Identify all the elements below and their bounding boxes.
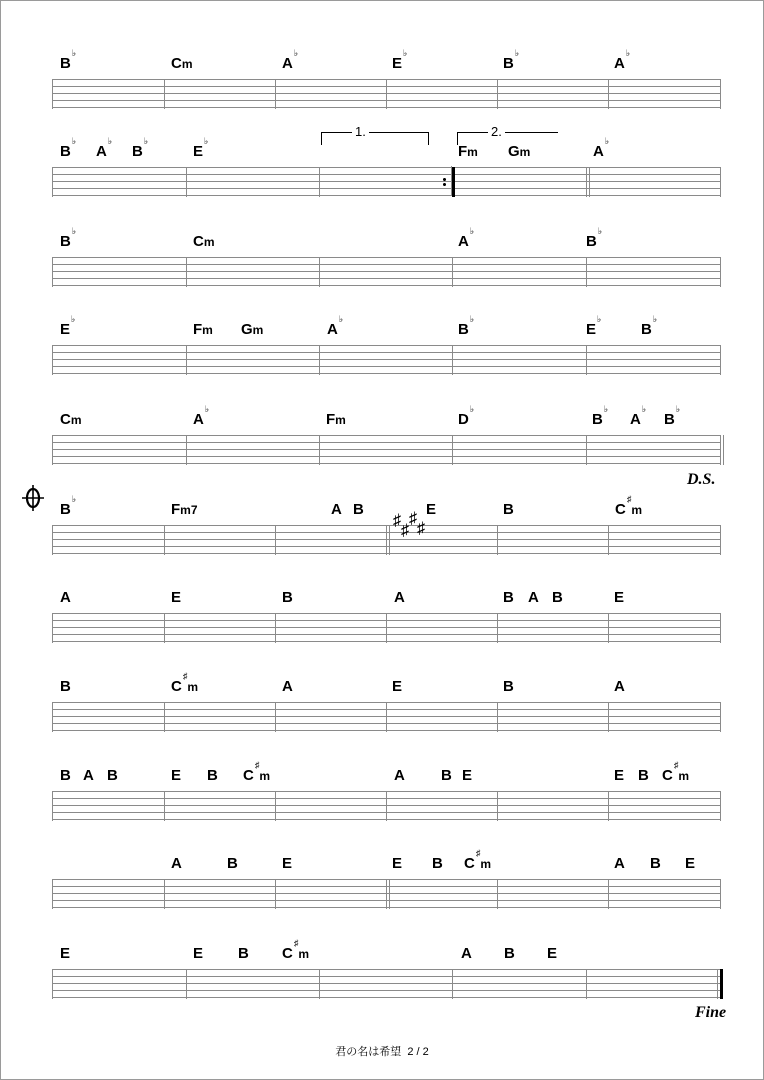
chord-symbol: A♭	[458, 226, 475, 250]
ds-marking: D.S.	[687, 471, 716, 488]
barline	[319, 345, 320, 375]
barline	[52, 702, 53, 732]
barline	[608, 879, 609, 909]
barline	[497, 791, 498, 821]
volta-label: 1.	[352, 124, 369, 140]
barline	[319, 257, 320, 287]
chord-symbol: A♭	[96, 136, 113, 160]
barline	[164, 702, 165, 732]
chord-symbol: A	[83, 767, 94, 784]
staff-system	[52, 938, 720, 1003]
chord-symbol: B♭	[60, 48, 77, 72]
staff-line	[52, 463, 720, 464]
chord-symbol: E♭	[60, 314, 76, 338]
barline	[319, 167, 320, 197]
barline	[164, 879, 165, 909]
staff-line	[52, 969, 720, 970]
chord-symbol: B	[503, 678, 514, 695]
chord-symbol: E	[426, 501, 437, 518]
staff-line	[52, 345, 720, 346]
staff	[52, 345, 720, 375]
barline	[452, 435, 453, 465]
barline	[608, 613, 609, 643]
chord-symbol: A	[614, 678, 625, 695]
barline	[52, 435, 53, 465]
staff-system	[52, 314, 720, 379]
coda-icon	[21, 483, 45, 513]
chord-symbol: B	[441, 767, 452, 784]
chord-symbol: A	[614, 855, 625, 872]
barline	[275, 702, 276, 732]
chord-symbol: B	[638, 767, 649, 784]
chord-symbol: Cm	[60, 411, 82, 428]
double-barline	[586, 167, 587, 197]
barline	[452, 969, 453, 999]
barline	[608, 79, 609, 109]
staff-line	[52, 435, 720, 436]
chord-symbol: B	[60, 767, 71, 784]
barline	[275, 79, 276, 109]
barline	[720, 613, 721, 643]
barline	[497, 79, 498, 109]
barline	[52, 969, 53, 999]
staff-line	[52, 352, 720, 353]
barline	[386, 79, 387, 109]
chord-symbol: E	[462, 767, 473, 784]
chord-symbol: A♭	[193, 404, 210, 428]
barline	[497, 879, 498, 909]
chord-symbol: Cm	[193, 233, 215, 250]
fine-marking: Fine	[695, 1004, 727, 1021]
chord-symbol: C♯m	[171, 671, 199, 695]
barline	[386, 791, 387, 821]
repeat-end-barline	[452, 167, 455, 197]
chord-symbol: E	[193, 945, 204, 962]
barline	[586, 969, 587, 999]
barline	[608, 791, 609, 821]
chord-symbol: A	[394, 767, 405, 784]
chord-symbol: Gm	[508, 143, 531, 160]
chord-symbol: B	[227, 855, 238, 872]
chord-symbol: B	[503, 501, 514, 518]
barline	[275, 525, 276, 555]
chord-symbol: B	[503, 589, 514, 606]
chord-symbol: A♭	[593, 136, 610, 160]
chord-symbol: B♭	[641, 314, 658, 338]
chord-symbol: E	[171, 589, 182, 606]
staff-line	[52, 373, 720, 374]
barline	[497, 613, 498, 643]
staff-system	[52, 136, 720, 201]
barline	[720, 79, 721, 109]
staff-line	[52, 174, 720, 175]
chord-symbol: C♯m	[282, 938, 310, 962]
chord-symbol: E	[614, 589, 625, 606]
chord-symbol: B♭	[664, 404, 681, 428]
staff-line	[52, 195, 720, 196]
staff-line	[52, 257, 720, 258]
barline	[164, 79, 165, 109]
chord-symbol: E	[685, 855, 696, 872]
barline	[275, 879, 276, 909]
staff-line	[52, 278, 720, 279]
chord-symbol: C♯m	[464, 848, 492, 872]
staff	[52, 257, 720, 287]
barline	[186, 257, 187, 287]
chord-symbol: B	[552, 589, 563, 606]
chord-symbol: D♭	[458, 404, 475, 428]
chord-symbol: A	[394, 589, 405, 606]
chord-symbol: B♭	[132, 136, 149, 160]
chord-symbol: E	[60, 945, 71, 962]
chord-symbol: B	[432, 855, 443, 872]
chord-symbol: A	[60, 589, 71, 606]
chord-symbol: Gm	[241, 321, 264, 338]
chord-symbol: B♭	[592, 404, 609, 428]
barline	[720, 167, 721, 197]
page-footer	[1, 1043, 763, 1059]
chord-symbol: Fm7	[171, 501, 198, 518]
barline	[452, 345, 453, 375]
barline	[319, 969, 320, 999]
staff	[52, 435, 720, 465]
chord-symbol: A	[461, 945, 472, 962]
staff-line	[52, 449, 720, 450]
chord-symbol: E	[392, 678, 403, 695]
chord-symbol: E	[614, 767, 625, 784]
chord-symbol: B♭	[586, 226, 603, 250]
barline	[164, 525, 165, 555]
chord-symbol: Cm	[171, 55, 193, 72]
double-barline	[386, 525, 387, 555]
barline	[52, 613, 53, 643]
barline	[52, 791, 53, 821]
staff-system	[52, 226, 720, 291]
barline	[720, 791, 721, 821]
barline	[586, 345, 587, 375]
barline	[52, 167, 53, 197]
barline	[275, 613, 276, 643]
chord-symbol: B	[107, 767, 118, 784]
final-barline	[717, 969, 718, 999]
chord-symbol: B	[353, 501, 364, 518]
chord-symbol: A	[171, 855, 182, 872]
double-barline	[386, 879, 387, 909]
staff-line	[52, 359, 720, 360]
barline	[720, 257, 721, 287]
chord-symbol: A♭	[327, 314, 344, 338]
score-page: D.S. Fine 君の名は希望 2 / 2 B♭ Cm A♭ E♭ B♭ A♭ B♭ A♭ B♭ E♭ Fm Gm A♭ B♭ Cm A♭ B♭ E♭ Fm Gm A♭ B♭ E♭ B♭ Cm A♭ Fm D♭ B♭ A♭ B♭ B♭ Fm7 A B E B C♯m A E B A B A B E B C♯m A E B A B A B E B C♯m A B E E B C♯m A B E E B C♯m A B E E E B C♯m A B E 1. 2. ♯ ♯ ♯ ♯	[0, 0, 764, 1080]
barline	[586, 435, 587, 465]
chord-symbol: B♭	[60, 136, 77, 160]
chord-symbol: B	[282, 589, 293, 606]
chord-symbol: A	[528, 589, 539, 606]
barline	[586, 257, 587, 287]
staff-line	[52, 188, 720, 189]
barline	[720, 345, 721, 375]
chord-symbol: A♭	[282, 48, 299, 72]
staff-system	[52, 494, 720, 559]
barline	[52, 79, 53, 109]
staff-line	[52, 990, 720, 991]
chord-symbol: A	[331, 501, 342, 518]
staff-system	[52, 760, 720, 825]
barline	[52, 879, 53, 909]
chord-symbol: B	[60, 678, 71, 695]
barline	[608, 525, 609, 555]
chord-symbol: E	[547, 945, 558, 962]
second-ending	[457, 124, 558, 145]
staff-system	[52, 587, 720, 647]
chord-symbol: E♭	[392, 48, 408, 72]
chord-symbol: Fm	[326, 411, 346, 428]
chord-symbol: A	[282, 678, 293, 695]
barline	[497, 525, 498, 555]
barline	[386, 702, 387, 732]
barline	[52, 257, 53, 287]
chord-symbol: E	[282, 855, 293, 872]
barline	[720, 879, 721, 909]
staff	[52, 167, 720, 197]
staff-line	[52, 442, 720, 443]
chord-symbol: B♭	[458, 314, 475, 338]
chord-symbol: Fm	[458, 143, 478, 160]
staff-line	[52, 285, 720, 286]
chord-symbol: B♭	[503, 48, 520, 72]
chord-symbol: E	[171, 767, 182, 784]
barline	[497, 702, 498, 732]
chord-symbol: C♯m	[615, 494, 643, 518]
chord-symbol: A♭	[614, 48, 631, 72]
staff-system	[52, 848, 720, 913]
barline	[319, 435, 320, 465]
barline	[275, 791, 276, 821]
barline	[186, 167, 187, 197]
staff-line	[52, 976, 720, 977]
barline	[164, 791, 165, 821]
staff-system	[52, 404, 720, 469]
staff-system	[52, 48, 720, 113]
chord-symbol: B	[207, 767, 218, 784]
staff-line	[52, 997, 720, 998]
chord-symbol: C♯m	[662, 760, 690, 784]
barline	[186, 345, 187, 375]
staff-line	[52, 264, 720, 265]
chord-symbol: E♭	[193, 136, 209, 160]
chord-symbol: B	[650, 855, 661, 872]
chord-symbol: Fm	[193, 321, 213, 338]
staff-line	[52, 983, 720, 984]
chord-symbol: E	[392, 855, 403, 872]
staff-line	[52, 456, 720, 457]
barline	[386, 613, 387, 643]
staff-line	[52, 271, 720, 272]
barline	[720, 525, 721, 555]
volta-label: 2.	[488, 124, 505, 140]
staff-line	[52, 167, 720, 168]
barline	[52, 525, 53, 555]
barline	[720, 702, 721, 732]
staff	[52, 969, 720, 999]
barline	[452, 257, 453, 287]
page-number: 2 / 2	[407, 1046, 429, 1058]
barline	[186, 969, 187, 999]
chord-symbol: C♯m	[243, 760, 271, 784]
chord-symbol: A♭	[630, 404, 647, 428]
song-title: 君の名は希望	[335, 1046, 402, 1058]
chord-symbol: B♭	[60, 226, 77, 250]
chord-symbol: B♭	[60, 494, 77, 518]
staff-line	[52, 181, 720, 182]
repeat-dots	[443, 177, 446, 187]
chord-symbol: B	[238, 945, 249, 962]
first-ending	[321, 124, 429, 145]
barline	[164, 613, 165, 643]
chord-symbol: E♭	[586, 314, 602, 338]
barline	[186, 435, 187, 465]
barline	[608, 702, 609, 732]
chord-symbol: B	[504, 945, 515, 962]
staff-line	[52, 366, 720, 367]
double-barline	[720, 435, 721, 465]
staff-system	[52, 671, 720, 736]
barline	[52, 345, 53, 375]
